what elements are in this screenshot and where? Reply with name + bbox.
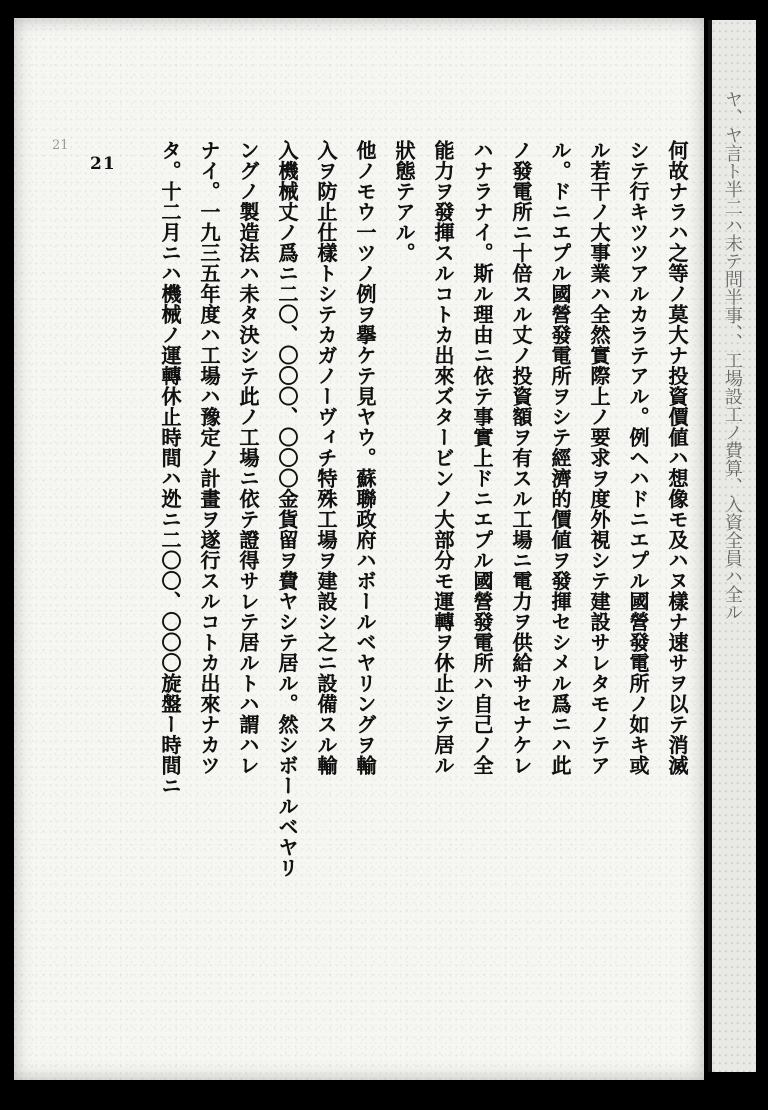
text-column: ングノ製造法ハ未タ決シテ此ノ工場ニ依テ證得サレテ居ルトハ謂ハレ [236, 140, 260, 776]
vertical-text-block [154, 140, 732, 976]
text-column: 能力ヲ發揮スルコトカ出來ズタービンノ大部分モ運轉ヲ休止シテ居ル [431, 140, 455, 776]
text-column: 入ヲ防止仕樣トシテカガノーヴィチ特殊工場ヲ建設シ之ニ設備スル輸 [314, 140, 338, 776]
text-column: ル若干ノ大事業ハ全然實際上ノ要求ヲ度外視シテ建設サレタモノテア [587, 140, 611, 776]
page-number: 21 [90, 154, 116, 174]
document-page [14, 18, 704, 1080]
text-column: ハナラナイ。斯ル理由ニ依テ事實上ドニエプル國營發電所ハ自己ノ全 [470, 140, 494, 776]
text-column: 他ノモウ一ツノ例ヲ擧ケテ見ヤウ。蘇聯政府ハボールベヤリングヲ輸 [353, 140, 377, 776]
text-column: ル。ドニエプル國營發電所ヲシテ經濟的價値ヲ發揮セシメル爲ニハ此 [548, 140, 572, 776]
page-number-ghost: 21 [52, 138, 69, 153]
text-column: シテ行キツツアルカラテアル。例ヘハドニエプル國營發電所ノ如キ或 [626, 140, 650, 776]
adjacent-page-text: ヤ、ヤ言ト半二ハ未テ問半事、、工場設工ノ費算、入資全員ハ全ル [722, 90, 743, 621]
text-column: ナイ。一九三五年度ハ工場ハ豫定ノ計畫ヲ遂行スルコトカ出來ナカツ [197, 140, 221, 776]
text-column: 何故ナラハ之等ノ莫大ナ投資價値ハ想像モ及ハヌ樣ナ速サヲ以テ消滅 [665, 140, 689, 776]
text-column: 狀態テアル。 [392, 140, 416, 263]
text-column: 入機械丈ノ爲ニ二〇、〇〇〇、〇〇〇金貨留ヲ費ヤシテ居ル。然シボールベヤリ [275, 140, 299, 878]
adjacent-page-strip [708, 20, 756, 1072]
text-column: ノ發電所ニ十倍スル丈ノ投資額ヲ有スル工場ニ電力ヲ供給サセナケレ [509, 140, 533, 776]
text-column: タ。十二月ニハ機械ノ運轉休止時間ハ迯ニ二〇〇、〇〇〇旋盤ー時間ニ [158, 140, 182, 796]
